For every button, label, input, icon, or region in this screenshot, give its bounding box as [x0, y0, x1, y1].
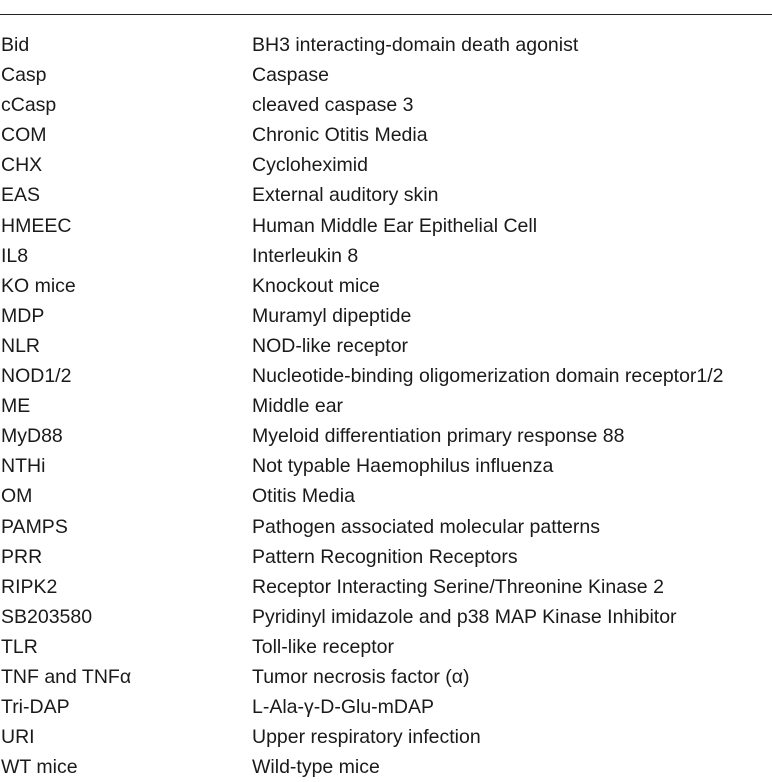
abbreviation-cell: TLR	[1, 635, 38, 658]
definition-cell: Caspase	[252, 64, 329, 87]
definition-cell: Interleukin 8	[252, 244, 359, 267]
definition-cell: Knockout mice	[252, 274, 380, 297]
table-row	[0, 211, 772, 241]
definition-cell: Nucleotide-binding oligomerization domain receptor1/2	[252, 365, 724, 388]
table-row	[0, 662, 772, 692]
abbreviation-cell: IL8	[1, 244, 29, 267]
abbreviation-cell: CHX	[1, 154, 43, 177]
abbreviation-cell: WT mice	[1, 756, 78, 779]
abbreviation-cell: PAMPS	[1, 515, 68, 538]
table-row	[0, 692, 772, 722]
table-row	[0, 331, 772, 361]
abbreviation-cell: ME	[1, 395, 31, 418]
abbreviation-cell: TNF and TNFα	[1, 665, 132, 688]
definition-cell: Not typable Haemophilus influenza	[252, 455, 554, 478]
definition-cell: Pyridinyl imidazole and p38 MAP Kinase Inhibitor	[252, 605, 677, 628]
table-row	[0, 120, 772, 150]
table-row	[0, 481, 772, 511]
table-row	[0, 361, 772, 391]
table-row	[0, 180, 772, 210]
definition-cell: Cycloheximid	[252, 154, 368, 177]
abbreviation-cell: Bid	[1, 34, 30, 56]
definition-cell: Pathogen associated molecular patterns	[252, 515, 600, 538]
table-row	[0, 542, 772, 572]
table-row	[0, 301, 772, 331]
abbreviation-cell: NLR	[1, 334, 41, 357]
abbreviation-cell: MyD88	[1, 425, 63, 448]
abbreviation-cell: NTHi	[1, 455, 46, 478]
table-row	[0, 512, 772, 542]
table-row	[0, 30, 772, 60]
table-row	[0, 391, 772, 421]
definition-cell: Otitis Media	[252, 485, 355, 508]
abbreviation-cell: Casp	[1, 64, 47, 87]
abbreviation-cell: HMEEC	[1, 214, 72, 237]
definition-cell: Pattern Recognition Receptors	[252, 545, 518, 568]
definition-cell: Chronic Otitis Media	[252, 124, 428, 147]
abbreviation-cell: SB203580	[1, 605, 93, 628]
abbreviation-cell: EAS	[1, 184, 41, 207]
table-row	[0, 150, 772, 180]
definition-cell: Receptor Interacting Serine/Threonine Kinase 2	[252, 575, 664, 598]
abbreviation-cell: URI	[1, 726, 35, 749]
abbreviation-cell: NOD1/2	[1, 365, 72, 388]
abbreviations-table-body	[0, 30, 772, 782]
definition-cell: cleaved caspase 3	[252, 94, 414, 117]
abbreviation-cell: COM	[1, 124, 47, 147]
definition-cell: Muramyl dipeptide	[252, 304, 412, 327]
abbreviation-cell: Tri-DAP	[1, 696, 70, 719]
table-row	[0, 241, 772, 271]
definition-cell: Toll-like receptor	[252, 635, 394, 658]
definition-cell: BH3 interacting-domain death agonist	[252, 34, 579, 56]
table-row	[0, 722, 772, 752]
definition-cell: Upper respiratory infection	[252, 726, 481, 749]
definition-cell: Myeloid differentiation primary response 88	[252, 425, 625, 448]
definition-cell: NOD-like receptor	[252, 334, 409, 357]
table-row	[0, 572, 772, 602]
table-row	[0, 602, 772, 632]
definition-cell: Human Middle Ear Epithelial Cell	[252, 214, 538, 237]
table-row	[0, 421, 772, 451]
abbreviation-cell: cCasp	[1, 94, 57, 117]
table-row	[0, 451, 772, 481]
definition-cell: L-Ala-γ-D-Glu-mDAP	[252, 696, 435, 719]
abbreviation-cell: OM	[1, 485, 33, 508]
table-row	[0, 90, 772, 120]
table-row	[0, 632, 772, 662]
abbreviation-cell: PRR	[1, 545, 43, 568]
abbreviation-cell: KO mice	[1, 274, 76, 297]
abbreviation-cell: MDP	[1, 304, 45, 327]
table-row	[0, 60, 772, 90]
table-row	[0, 271, 772, 301]
definition-cell: Tumor necrosis factor (α)	[252, 665, 470, 688]
abbreviations-table	[0, 30, 772, 782]
table-top-rule	[0, 14, 772, 15]
definition-cell: Middle ear	[252, 395, 344, 418]
definition-cell: Wild-type mice	[252, 756, 380, 779]
definition-cell: External auditory skin	[252, 184, 439, 207]
abbreviation-cell: RIPK2	[1, 575, 58, 598]
